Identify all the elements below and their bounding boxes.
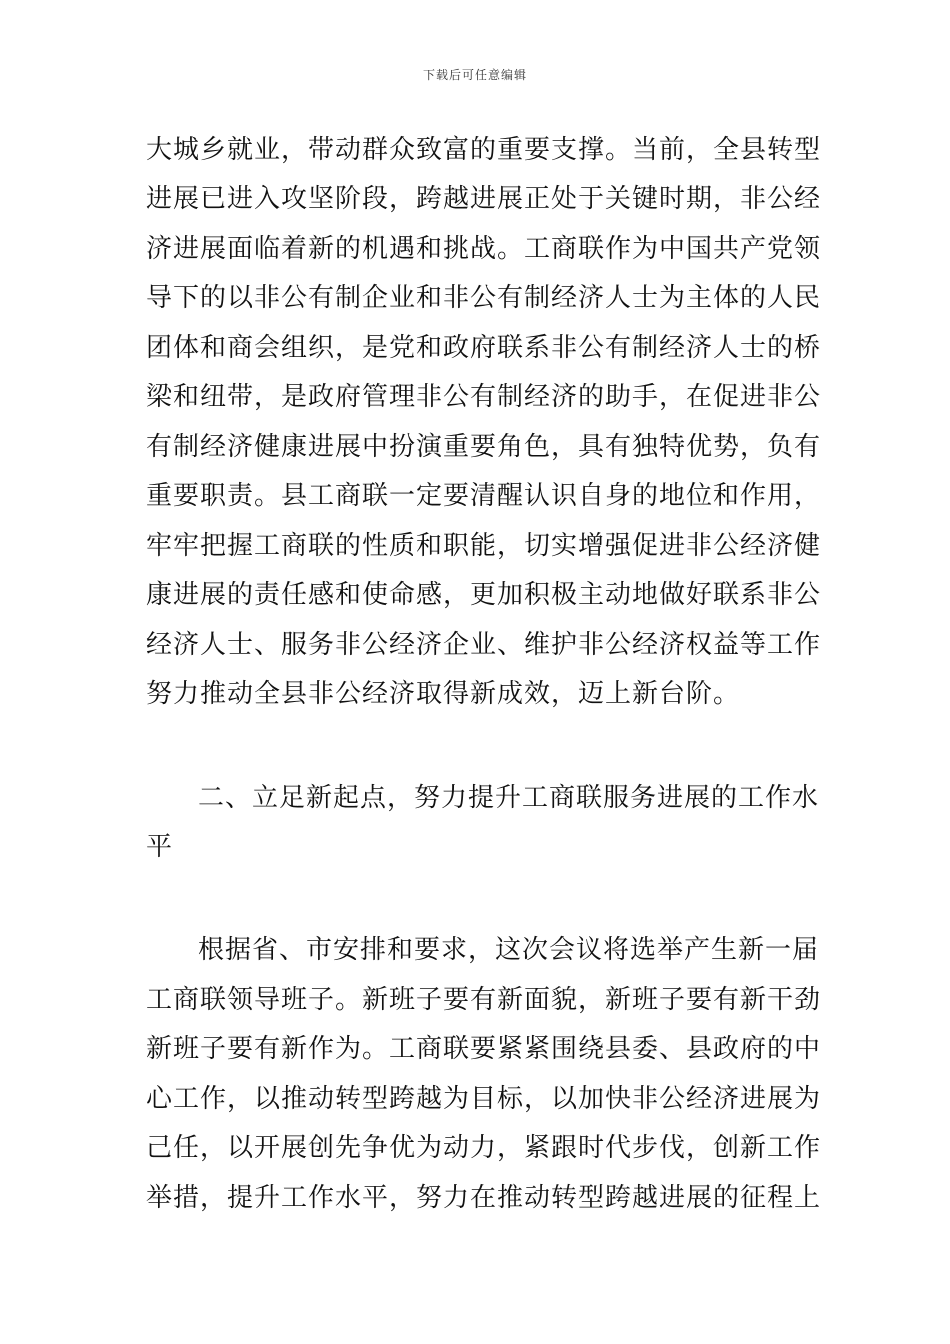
paragraph2-line: 新班子要有新作为。工商联要紧紧围绕县委、县政府的中 — [146, 1034, 822, 1064]
paragraph2-line: 心工作，以推动转型跨越为目标，以加快非公经济进展为 — [146, 1084, 822, 1114]
section-heading-line: 平 — [146, 832, 174, 862]
paragraph1-line: 重要职责。县工商联一定要清醒认识自身的地位和作用， — [146, 481, 822, 511]
paragraph1-line: 经济人士、服务非公经济企业、维护非公经济权益等工作 — [146, 630, 822, 660]
paragraph1-line: 大城乡就业，带动群众致富的重要支撑。当前，全县转型 — [146, 135, 822, 165]
paragraph1-line: 济进展面临着新的机遇和挑战。工商联作为中国共产党领 — [146, 234, 822, 264]
paragraph1-line: 牢牢把握工商联的性质和职能，切实增强促进非公经济健 — [146, 531, 822, 561]
paragraph1-line: 梁和纽带，是政府管理非公有制经济的助手，在促进非公 — [146, 382, 822, 412]
paragraph1-line: 有制经济健康进展中扮演重要角色，具有独特优势，负有 — [146, 432, 822, 462]
paragraph2-line: 根据省、市安排和要求，这次会议将选举产生新一届 — [198, 935, 820, 965]
paragraph1-line: 导下的以非公有制企业和非公有制经济人士为主体的人民 — [146, 283, 822, 313]
paragraph1-line: 进展已进入攻坚阶段，跨越进展正处于关键时期，非公经 — [146, 184, 822, 214]
paragraph2-line: 工商联领导班子。新班子要有新面貌，新班子要有新干劲 — [146, 985, 822, 1015]
section-heading-line: 二、立足新起点，努力提升工商联服务进展的工作水 — [198, 783, 820, 813]
paragraph1-line: 康进展的责任感和使命感，更加积极主动地做好联系非公 — [146, 580, 822, 610]
paragraph2-line: 己任，以开展创先争优为动力，紧跟时代步伐，创新工作 — [146, 1133, 822, 1163]
paragraph2-line: 举措，提升工作水平，努力在推动转型跨越进展的征程上 — [146, 1183, 822, 1213]
paragraph1-line: 努力推动全县非公经济取得新成效，迈上新台阶。 — [146, 679, 741, 709]
header-note: 下载后可任意编辑 — [422, 68, 527, 82]
paragraph1-line: 团体和商会组织，是党和政府联系非公有制经济人士的桥 — [146, 333, 822, 363]
